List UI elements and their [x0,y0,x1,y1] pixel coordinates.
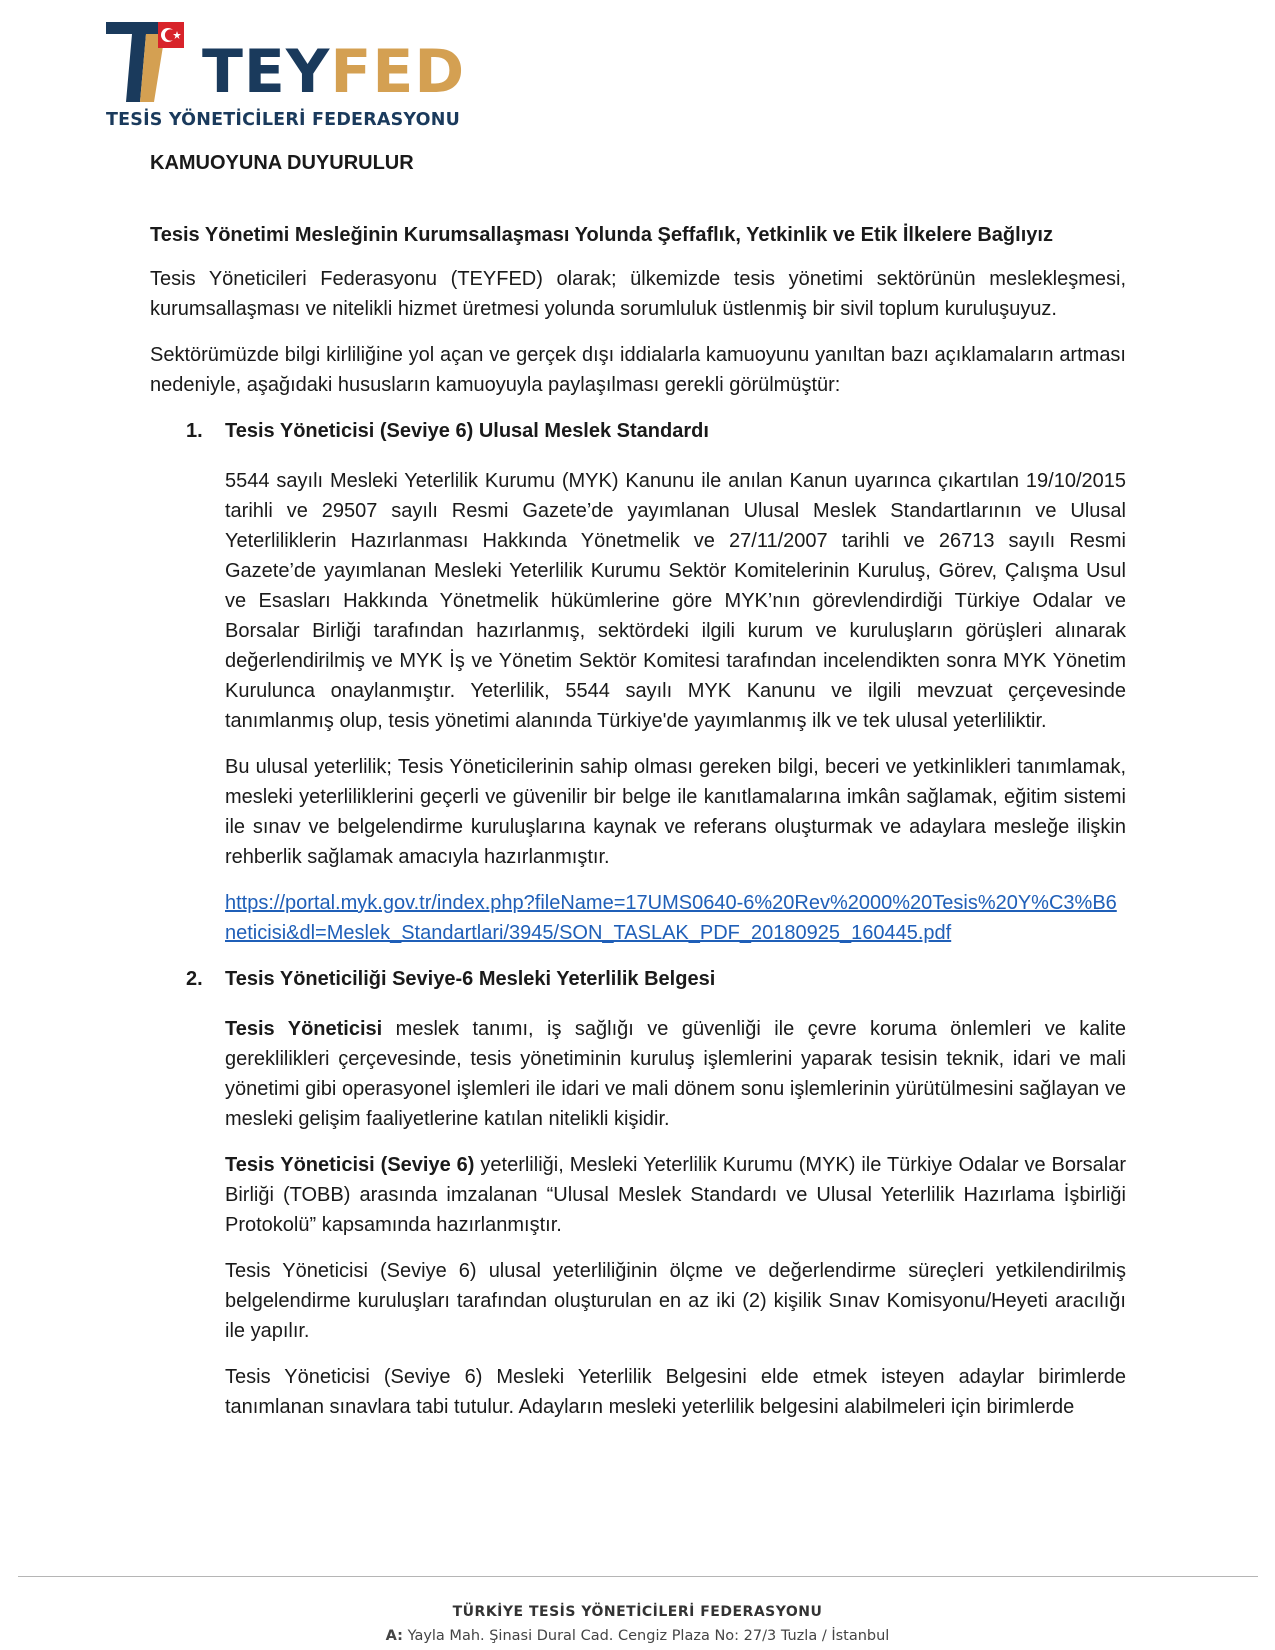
teyfed-emblem-icon [106,20,186,104]
logo-wordmark [202,37,466,107]
list-title-2: Tesis Yöneticiliği Seviye-6 Mesleki Yeterlilik Belgesi [225,968,716,990]
teyfed-logo [106,20,466,132]
item-2-paragraph-1 [150,1014,1126,1134]
document-body [150,148,1126,1422]
list-number-2: 2. [186,968,203,990]
item-2-paragraph-1-text: meslek tanımı, iş sağlığı ve güvenliği ile çevre koruma önlemleri ve kalite gereklilikleri çerçevesinde, tesis yönetiminin kuruluş işlemlerini yaparak tesisin teknik, idari ve mali yönetimi gibi operasyonel işlemleri ile idari ve mali dönem sonu işlemlerinin yürütülmesini sağlayan ve mesleki gelişim faaliyetlerine katılan nitelikli kişidir. [225,1018,1126,1130]
list-item-1 [150,416,1126,446]
item-1-paragraph-2: Bu ulusal yeterlilik; Tesis Yöneticilerinin sahip olması gereken bilgi, beceri ve yetkinlikleri tanımlamak, mesleki yeterliliklerini geçerli ve güvenilir bir belge ile kanıtlamalarına imkân sağlamak, eğitim sistemi ile sınav ve belgelendirme kuruluşlarına kaynak ve referans oluşturmak ve adaylara mesleğe ilişkin rehberlik sağlamak amacıyla hazırlanmıştır. [225,756,1126,868]
intro-paragraph-2: Sektörümüzde bilgi kirliliğine yol açan ve gerçek dışı iddialarla kamuoyunu yanıltan bazı açıklamaların artması nedeniyle, aşağıdaki hususların kamuoyuyla paylaşılması gerekli görülmüştür: [150,344,1126,396]
item-2-paragraph-2 [150,1150,1126,1240]
logo-subtitle: TESİS YÖNETİCİLERİ FEDERASYONU [106,110,461,130]
logo-name-part1: TEY [202,37,331,107]
item-2-paragraph-3: Tesis Yöneticisi (Seviye 6) ulusal yeterliliğinin ölçme ve değerlendirme süreçleri yetkilendirilmiş belgelendirme kuruluşları tarafından oluşturulan en az iki (2) kişilik Sınav Komisyonu/Heyeti aracılığı ile yapılır. [225,1260,1126,1342]
footer-divider [18,1576,1258,1577]
item-1-paragraph-1: 5544 sayılı Mesleki Yeterlilik Kurumu (MYK) Kanunu ile anılan Kanun uyarınca çıkartılan 19/10/2015 tarihli ve 29507 sayılı Resmi Gazete’de yayımlanan Ulusal Meslek Standartlarının ve Ulusal Yeterliliklerin Hazırlanması Hakkında Yönetmelik ve 27/11/2007 tarihli ve 26713 sayılı Resmi Gazete’de yayımlanan Mesleki Yeterlilik Kurumu Sektör Komitelerinin Kuruluş, Görev, Çalışma Usul ve Esasları Hakkında Yönetmelik hükümlerine göre MYK’nın görevlendirdiği Türkiye Odalar ve Borsalar Birliği tarafından hazırlanmış, sektördeki ilgili kurum ve kuruluşların görüşleri alınarak değerlendirilmiş ve MYK İş ve Yönetim Sektör Komitesi tarafından incelendikten sonra MYK Yönetim Kurulunca onaylanmıştır. Yeterlilik, 5544 sayılı MYK Kanunu ve ilgili mevzuat çerçevesinde tanımlanmış olup, tesis yönetimi alanında Türkiye'de yayımlanmış ilk ve tek ulusal yeterliliktir. [225,470,1126,732]
intro-paragraph-1: Tesis Yöneticileri Federasyonu (TEYFED) olarak; ülkemizde tesis yönetimi sektörünün meslekleşmesi, kurumsallaşması ve nitelikli hizmet üretmesi yolunda sorumluluk üstlenmiş bir sivil toplum kuruluşuyuz. [150,268,1126,320]
list-item-2 [150,964,1126,994]
footer-address [0,1628,1275,1644]
item-1-link-paragraph [150,888,1126,948]
item-2-paragraph-2-text: yeterliliği, Mesleki Yeterlilik Kurumu (MYK) ile Türkiye Odalar ve Borsalar Birliği (TOBB) arasında imzalanan “Ulusal Meslek Standardı ve Ulusal Yeterlilik Hazırlama İşbirliği Protokolü” kapsamında hazırlanmıştır. [225,1154,1126,1236]
item-2-paragraph-1-bold: Tesis Yöneticisi [225,1018,383,1040]
announcement-heading: KAMUOYUNA DUYURULUR [150,152,414,174]
document-title: Tesis Yönetimi Mesleğinin Kurumsallaşması Yolunda Şeffaflık, Yetkinlik ve Etik İlkelere Bağlıyız [150,224,1053,246]
logo-name-part2: FED [330,37,466,107]
myk-standard-link[interactable]: https://portal.myk.gov.tr/index.php?fileName=17UMS0640-6%20Rev%2000%20Tesis%20Y%C3%B6neticisi&dl=Meslek_Standartlari/3945/SON_TASLAK_PDF_20180925_160445.pdf [225,892,1117,944]
list-title-1: Tesis Yöneticisi (Seviye 6) Ulusal Meslek Standardı [225,420,709,442]
item-2-paragraph-2-bold: Tesis Yöneticisi (Seviye 6) [225,1154,475,1176]
footer-address-label: A: [385,1628,403,1644]
footer-organization: TÜRKİYE TESİS YÖNETİCİLERİ FEDERASYONU [452,1604,823,1620]
list-number-1: 1. [186,420,203,442]
footer-address-text: Yayla Mah. Şinasi Dural Cad. Cengiz Plaza No: 27/3 Tuzla / İstanbul [407,1628,890,1644]
item-2-paragraph-4: Tesis Yöneticisi (Seviye 6) Mesleki Yeterlilik Belgesini elde etmek isteyen adaylar birimlerde tanımlanan sınavlara tabi tutulur. Adayların mesleki yeterlilik belgesini alabilmeleri için birimlerde [225,1366,1126,1418]
